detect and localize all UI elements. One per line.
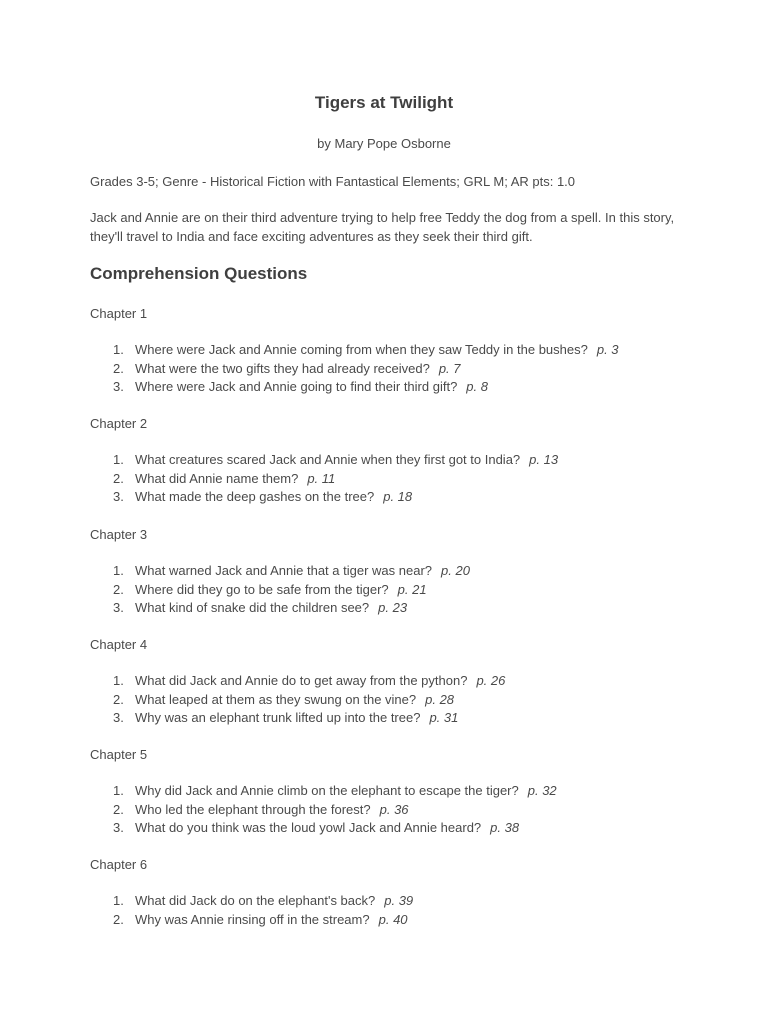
- section-heading: Comprehension Questions: [90, 264, 308, 283]
- question-text: What warned Jack and Annie that a tiger was near?: [135, 563, 433, 578]
- question-text: What leaped at them as they swung on the vine?: [135, 691, 417, 707]
- book-info: Grades 3-5; Genre - Historical Fiction with Fantastical Elements; GRL M; AR pts: 1.0: [90, 174, 576, 189]
- page-reference: p. 3: [596, 342, 619, 357]
- question-text: Where did they go to be safe from the tiger?: [135, 581, 389, 597]
- question-number: 1.: [113, 563, 124, 578]
- question-number: 2.: [113, 581, 124, 597]
- question-text: What do you think was the loud yowl Jack and Annie heard?: [135, 820, 482, 835]
- page-reference: p. 38: [490, 820, 520, 835]
- question-text: What kind of snake did the children see?: [135, 600, 370, 615]
- page-reference: p. 7: [438, 360, 461, 376]
- chapter-heading: Chapter 5: [90, 747, 148, 762]
- page-reference: p. 31: [429, 710, 459, 725]
- question-text: Why was Annie rinsing off in the stream?: [135, 911, 370, 927]
- chapter-heading: Chapter 2: [90, 416, 148, 431]
- question-number: 1.: [113, 673, 124, 688]
- document-author: by Mary Pope Osborne: [317, 136, 451, 151]
- question-number: 1.: [113, 893, 124, 908]
- question-number: 3.: [113, 600, 124, 615]
- page-reference: p. 13: [529, 452, 559, 467]
- question-number: 1.: [113, 783, 124, 798]
- question-number: 1.: [113, 452, 124, 467]
- chapter-heading: Chapter 1: [90, 306, 148, 321]
- page-reference: p. 28: [425, 691, 455, 707]
- question-number: 2.: [113, 911, 124, 927]
- question-number: 1.: [113, 342, 124, 357]
- page-reference: p. 36: [379, 801, 409, 817]
- question-number: 3.: [113, 710, 124, 725]
- page-reference: p. 40: [378, 911, 408, 927]
- page-reference: p. 23: [378, 600, 408, 615]
- page-reference: p. 8: [466, 379, 488, 394]
- question-text: What creatures scared Jack and Annie when they first got to India?: [135, 452, 521, 467]
- page-reference: p. 18: [383, 489, 413, 504]
- page-reference: p. 21: [397, 581, 427, 597]
- page-reference: p. 11: [307, 470, 336, 486]
- question-number: 3.: [113, 379, 124, 394]
- chapter-heading: Chapter 3: [90, 527, 148, 542]
- page-reference: p. 39: [384, 893, 414, 908]
- question-number: 2.: [113, 801, 124, 817]
- question-text: What did Jack and Annie do to get away from the python?: [135, 673, 468, 688]
- question-text: What did Jack do on the elephant's back?: [135, 893, 376, 908]
- book-summary: Jack and Annie are on their third adventure trying to help free Teddy the dog from a spell. In this story, they'll travel to India and face exciting adventures as they seek their third gift.: [90, 210, 675, 244]
- question-text: Who led the elephant through the forest?: [135, 801, 371, 817]
- page-reference: p. 32: [527, 783, 557, 798]
- question-number: 3.: [113, 489, 124, 504]
- question-text: What made the deep gashes on the tree?: [135, 489, 375, 504]
- chapter-heading: Chapter 6: [90, 857, 148, 872]
- question-number: 2.: [113, 470, 124, 486]
- page-reference: p. 20: [441, 563, 470, 578]
- chapter-heading: Chapter 4: [90, 637, 148, 652]
- document-title: Tigers at Twilight: [314, 93, 454, 112]
- question-text: What did Annie name them?: [135, 470, 299, 486]
- question-text: Where were Jack and Annie coming from when they saw Teddy in the bushes?: [135, 342, 588, 357]
- question-number: 3.: [113, 820, 124, 835]
- question-text: Where were Jack and Annie going to find their third gift?: [135, 379, 458, 394]
- question-text: What were the two gifts they had already received?: [135, 360, 430, 376]
- page-reference: p. 26: [476, 673, 506, 688]
- question-number: 2.: [113, 360, 124, 376]
- question-text: Why did Jack and Annie climb on the elephant to escape the tiger?: [135, 783, 519, 798]
- question-text: Why was an elephant trunk lifted up into the tree?: [135, 710, 421, 725]
- question-number: 2.: [113, 691, 124, 707]
